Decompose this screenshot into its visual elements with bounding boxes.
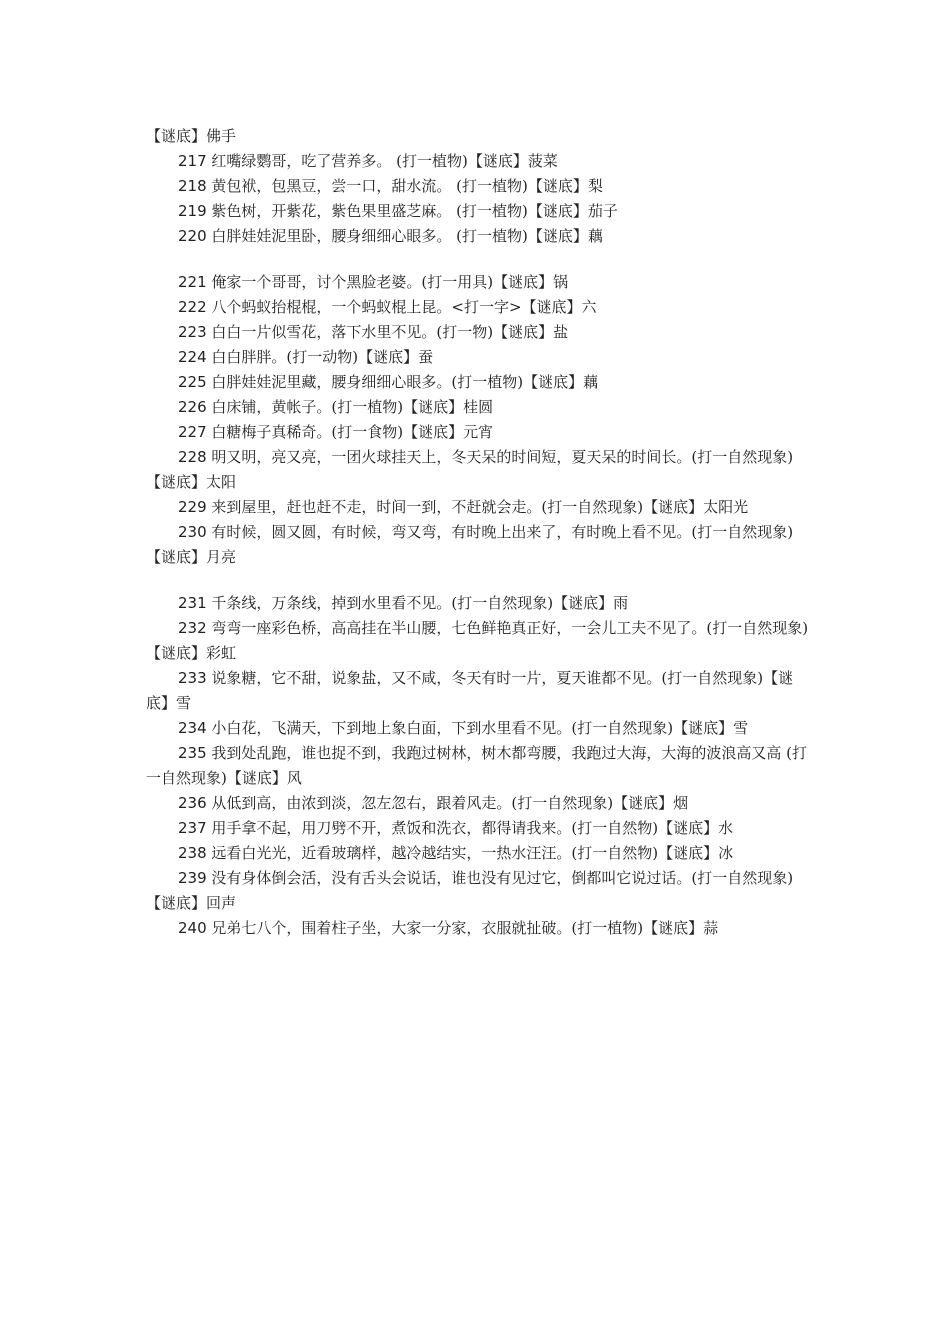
riddle-number: 223 [178,323,207,341]
riddle-paragraph [146,345,810,370]
riddle-paragraph [146,174,810,199]
riddle-paragraph [146,520,810,570]
riddle-number: 239 [178,869,207,887]
riddle-number: 220 [178,227,207,245]
riddle-text: 来到屋里，赶也赶不走，时间一到，不赶就会走。(打一自然现象)【谜底】太阳光 [206,498,749,516]
riddle-text: 明又明，亮又亮，一团火球挂天上，冬天呆的时间短，夏天呆的时间长。(打一自然现象)【谜底】太阳 [146,448,794,491]
riddle-number: 234 [178,719,207,737]
riddle-number: 240 [178,919,207,937]
riddle-paragraph [146,420,810,445]
riddle-paragraph [146,841,810,866]
paragraph-gap [146,249,810,270]
riddle-paragraph [146,866,810,916]
riddle-number: 218 [178,177,207,195]
riddle-text: 八个蚂蚁抬棍棍，一个蚂蚁棍上昆。<打一字>【谜底】六 [206,298,597,316]
riddle-number: 238 [178,844,207,862]
riddle-text: 从低到高，由浓到淡，忽左忽右，跟着风走。(打一自然现象)【谜底】烟 [206,794,689,812]
riddle-text: 白白胖胖。(打一动物)【谜底】蚕 [206,348,434,366]
riddle-paragraph [146,295,810,320]
riddle-text: 白糖梅子真稀奇。(打一食物)【谜底】元宵 [206,423,494,441]
document-page [146,124,810,941]
riddle-number: 221 [178,273,207,291]
riddle-number: 233 [178,669,207,687]
riddle-text: 用手拿不起，用刀劈不开，煮饭和洗衣，都得请我来。(打一自然物)【谜底】水 [206,819,734,837]
riddle-text: 没有身体倒会活，没有舌头会说话，谁也没有见过它，倒都叫它说过话。(打一自然现象)【谜底】回声 [146,869,794,912]
riddle-paragraph [146,445,810,495]
riddle-paragraph [146,716,810,741]
riddle-text: 兄弟七八个，围着柱子坐，大家一分家，衣服就扯破。(打一植物)【谜底】蒜 [206,919,719,937]
riddle-paragraph [146,224,810,249]
riddle-text: 远看白光光，近看玻璃样，越冷越结实，一热水汪汪。(打一自然物)【谜底】冰 [206,844,734,862]
riddle-number: 235 [178,744,207,762]
riddle-paragraph [146,199,810,224]
riddle-number: 236 [178,794,207,812]
riddle-number: 231 [178,594,207,612]
riddle-text: 白白一片似雪花，落下水里不见。(打一物)【谜底】盐 [206,323,569,341]
riddle-text: 【谜底】佛手 [146,127,237,145]
riddle-text: 说象糖，它不甜，说象盐，又不咸，冬天有时一片，夏天谁都不见。(打一自然现象)【谜底】雪 [146,669,794,712]
riddle-number: 225 [178,373,207,391]
riddle-paragraph [146,320,810,345]
riddle-number: 228 [178,448,207,466]
riddle-paragraph [146,124,810,149]
riddle-text: 千条线，万条线，掉到水里看不见。(打一自然现象)【谜底】雨 [206,594,629,612]
riddle-paragraph [146,395,810,420]
riddle-paragraph [146,816,810,841]
riddle-number: 226 [178,398,207,416]
riddle-text: 白胖娃娃泥里卧，腰身细细心眼多。 (打一植物)【谜底】藕 [206,227,603,245]
riddle-text: 小白花，飞满天，下到地上象白面，下到水里看不见。(打一自然现象)【谜底】雪 [206,719,749,737]
riddle-number: 230 [178,523,207,541]
riddle-number: 219 [178,202,207,220]
riddle-number: 227 [178,423,207,441]
riddle-text: 紫色树，开紫花，紫色果里盛芝麻。 (打一植物)【谜底】茄子 [206,202,618,220]
riddle-paragraph [146,616,810,666]
riddle-number: 217 [178,152,207,170]
riddle-paragraph [146,916,810,941]
riddle-text: 有时候，圆又圆，有时候，弯又弯，有时晚上出来了，有时晚上看不见。(打一自然现象)【谜底】月亮 [146,523,794,566]
riddle-number: 222 [178,298,207,316]
riddle-number: 237 [178,819,207,837]
riddle-text: 白床铺，黄帐子。(打一植物)【谜底】桂圆 [206,398,494,416]
riddle-paragraph [146,270,810,295]
riddle-number: 224 [178,348,207,366]
riddle-text: 弯弯一座彩色桥，高高挂在半山腰，七色鲜艳真正好，一会儿工夫不见了。(打一自然现象)【谜底】彩虹 [146,619,809,662]
riddle-number: 229 [178,498,207,516]
riddle-paragraph [146,741,810,791]
riddle-paragraph [146,591,810,616]
paragraph-gap [146,570,810,591]
riddle-text: 我到处乱跑，谁也捉不到，我跑过树林，树木都弯腰，我跑过大海，大海的波浪高又高 (打一自然现象)【谜底】风 [146,744,808,787]
riddle-number: 232 [178,619,207,637]
riddle-text: 黄包袱，包黑豆，尝一口，甜水流。 (打一植物)【谜底】梨 [206,177,603,195]
riddle-text: 红嘴绿鹦哥，吃了营养多。 (打一植物)【谜底】菠菜 [206,152,558,170]
riddle-paragraph [146,666,810,716]
riddle-paragraph [146,149,810,174]
riddle-text: 俺家一个哥哥，讨个黑脸老婆。(打一用具)【谜底】锅 [206,273,569,291]
riddle-paragraph [146,495,810,520]
riddle-paragraph [146,791,810,816]
riddle-text: 白胖娃娃泥里藏，腰身细细心眼多。(打一植物)【谜底】藕 [206,373,599,391]
riddle-paragraph [146,370,810,395]
